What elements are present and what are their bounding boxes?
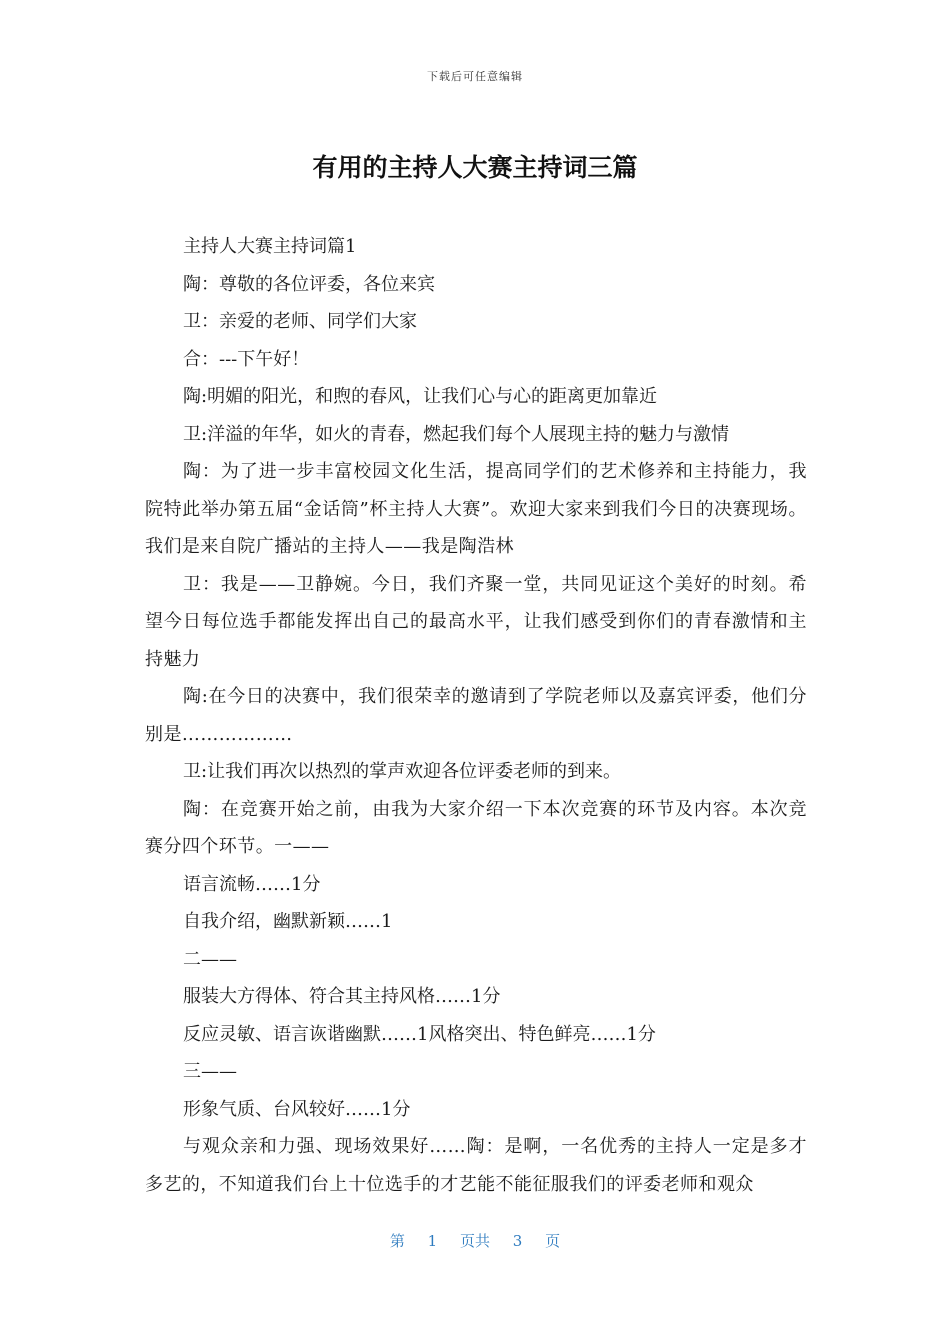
paragraph: 二—— [183,948,237,970]
footer-label-of: 页共 [459,1232,490,1250]
document-body [145,228,807,1203]
paragraph: 卫:洋溢的年华，如火的青春，燃起我们每个人展现主持的魅力与激情 [183,423,730,445]
paragraph: 与观众亲和力强、现场效果好……陶：是啊，一名优秀的主持人一定是多才多艺的，不知道我们台上十位选手的才艺能不能征服我们的评委老师和观众 [145,1136,807,1195]
page-footer [0,1230,950,1251]
paragraph: 三—— [183,1061,237,1082]
document-title: 有用的主持人大赛主持词三篇 [312,153,638,182]
paragraph: 卫：我是——卫静婉。今日，我们齐聚一堂，共同见证这个美好的时刻。希望今日每位选手都能发挥出自己的最高水平，让我们感受到你们的青春激情和主持魅力 [145,573,807,670]
paragraph: 服装大方得体、符合其主持风格……1分 [183,986,501,1007]
footer-total-pages: 3 [512,1232,523,1250]
page-header-note: 下载后可任意编辑 [427,70,523,83]
footer-current-page: 1 [427,1232,438,1250]
paragraph: 主持人大赛主持词篇1 [183,236,357,257]
paragraph: 卫:让我们再次以热烈的掌声欢迎各位评委老师的到来。 [183,761,622,782]
paragraph: 陶：为了进一步丰富校园文化生活，提高同学们的艺术修养和主持能力，我院特此举办第五届“金话筒”杯主持人大赛”。欢迎大家来到我们今日的决赛现场。我们是来自院广播站的主持人——我是陶浩林 [145,461,807,557]
paragraph: 陶：在竞赛开始之前，由我为大家介绍一下本次竞赛的环节及内容。本次竞赛分四个环节。一—— [145,798,807,857]
paragraph: 合：---下午好！ [183,348,310,370]
footer-label-end: 页 [545,1232,561,1250]
paragraph: 反应灵敏、语言诙谐幽默……1风格突出、特色鲜亮……1分 [183,1023,656,1045]
paragraph: 语言流畅……1分 [183,873,321,895]
footer-label-page: 第 [389,1232,405,1250]
paragraph: 形象气质、台风较好……1分 [183,1098,411,1120]
paragraph: 陶:在今日的决赛中，我们很荣幸的邀请到了学院老师以及嘉宾评委，他们分别是……………… [145,686,807,745]
paragraph: 自我介绍，幽默新颖……1 [183,911,393,932]
paragraph: 卫：亲爱的老师、同学们大家 [183,311,417,332]
paragraph: 陶:明媚的阳光，和煦的春风，让我们心与心的距离更加靠近 [183,386,658,407]
paragraph: 陶：尊敬的各位评委，各位来宾 [183,273,435,295]
